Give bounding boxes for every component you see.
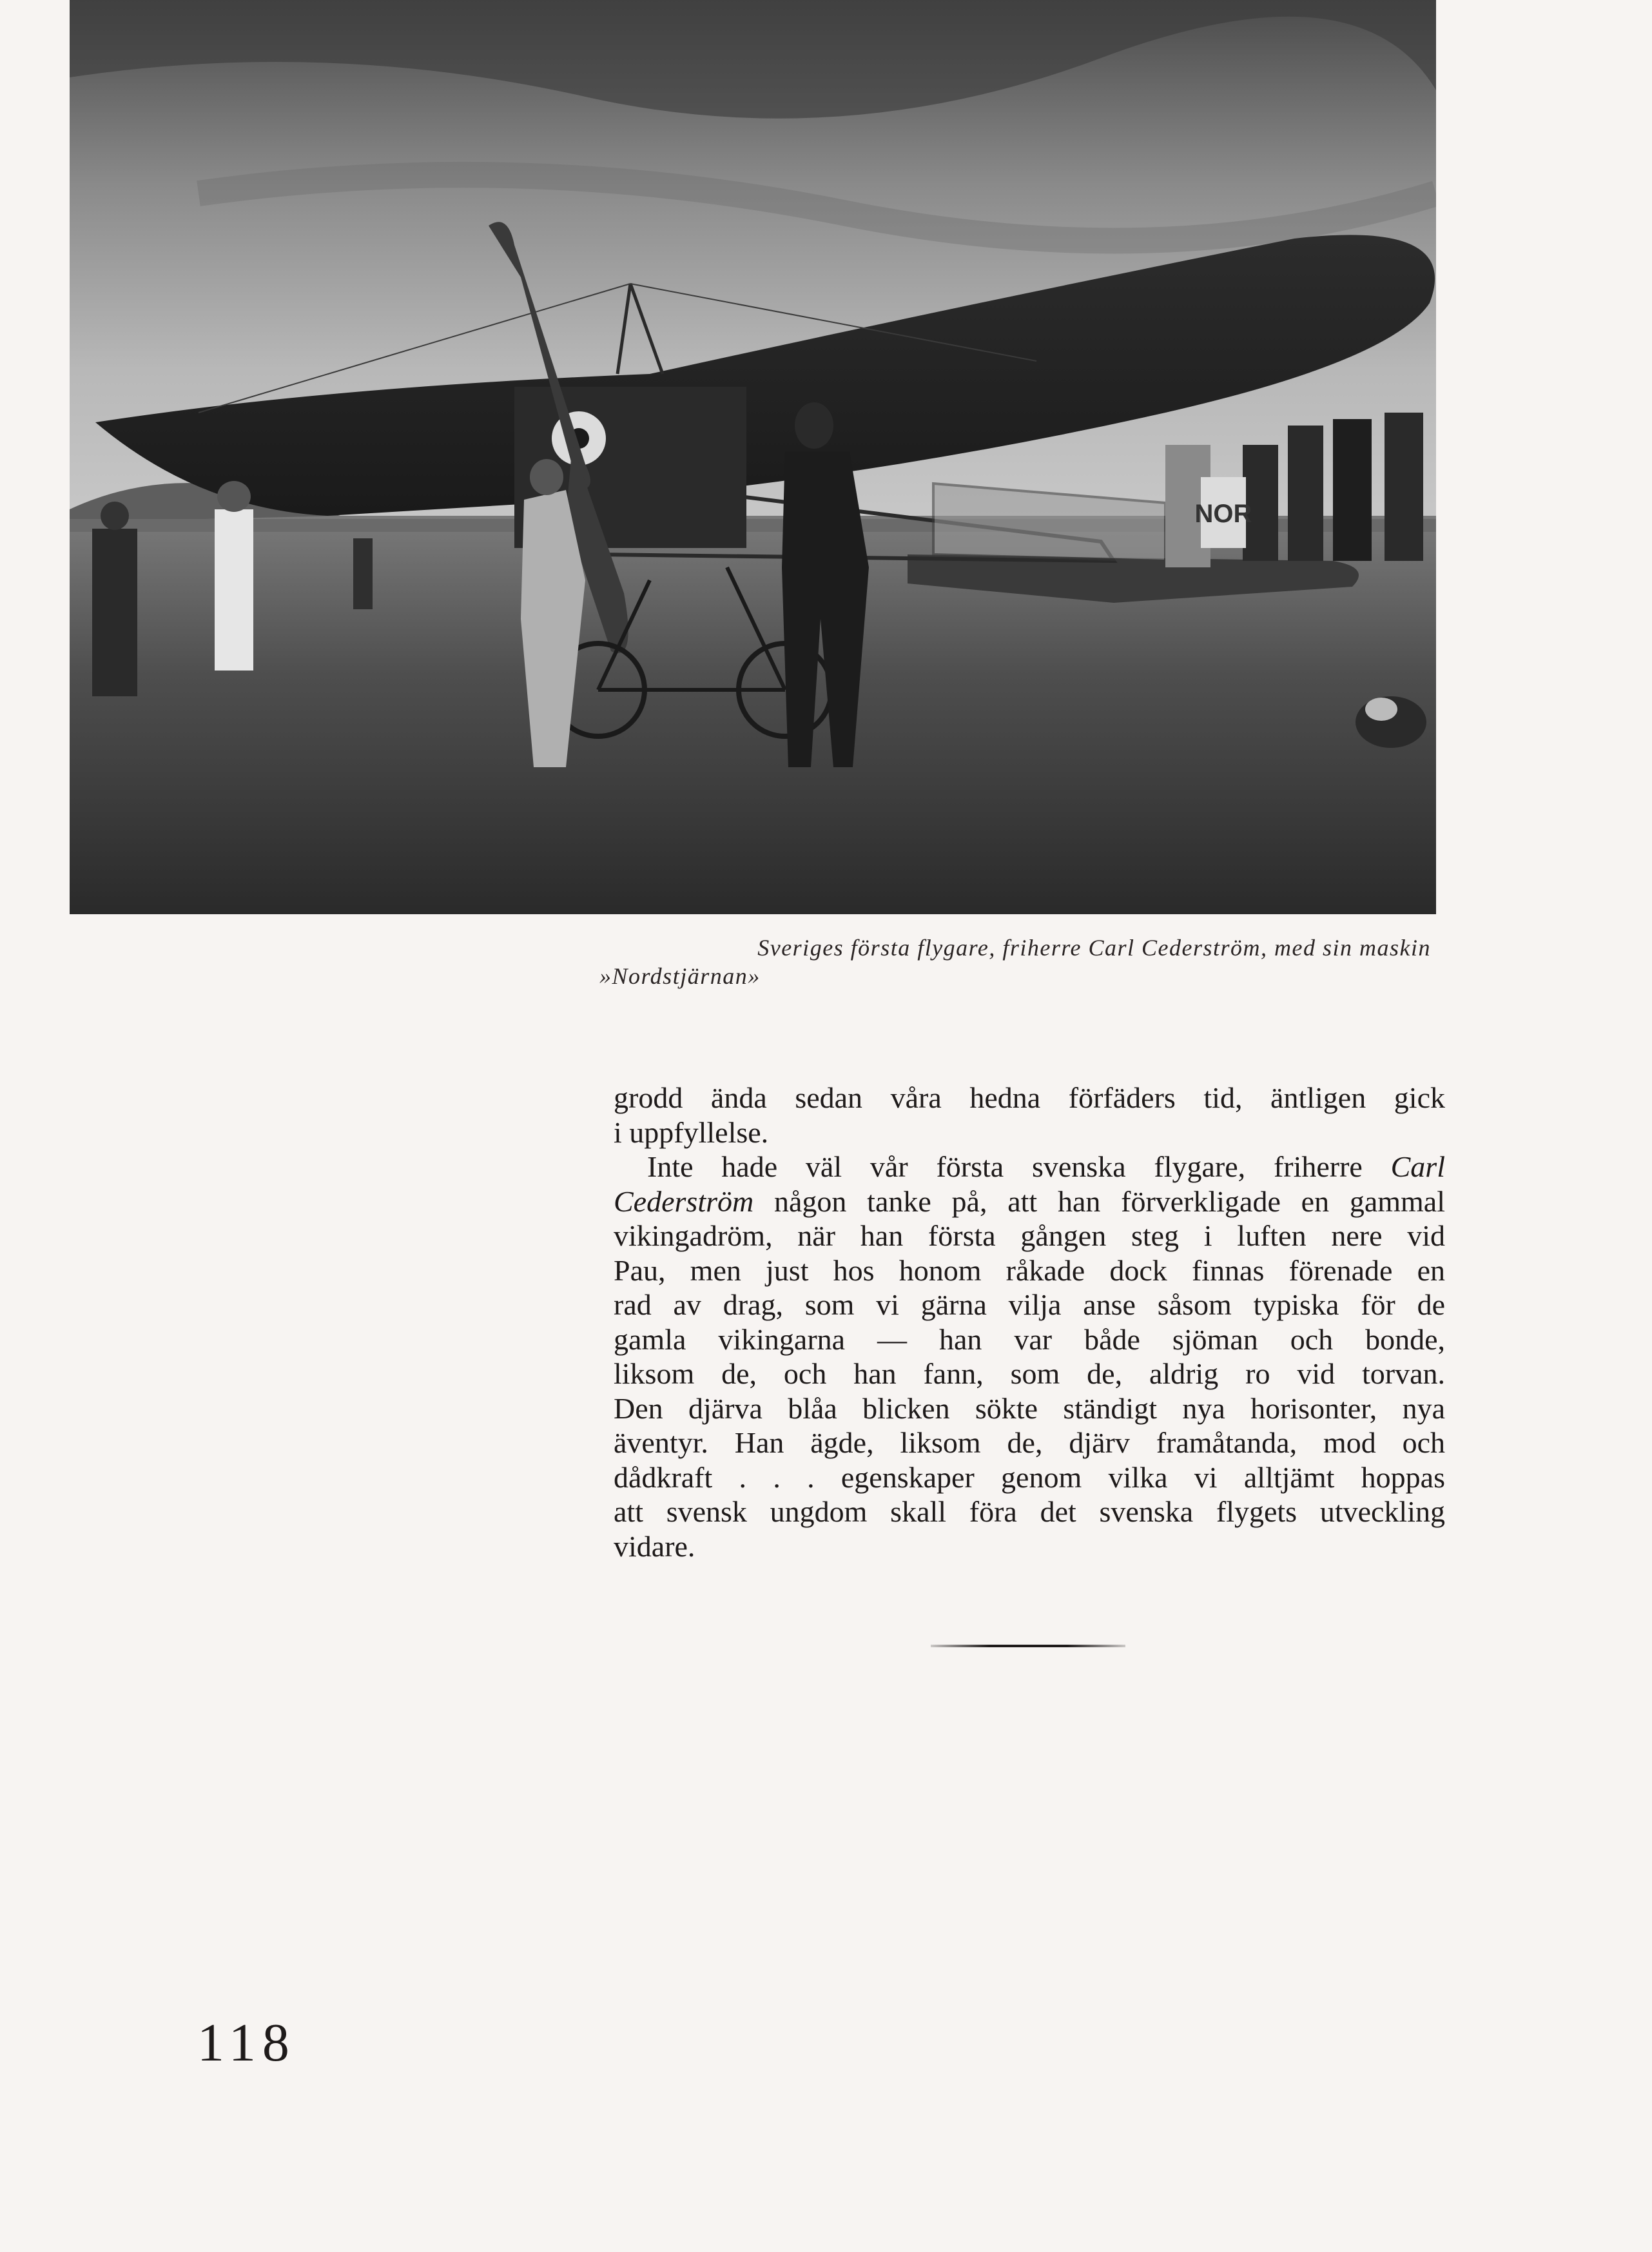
text-span: Inte hade väl vår första svenska flygare, friherre xyxy=(647,1150,1391,1183)
text-span: någon tanke på, att han förverkligade en gammal xyxy=(753,1184,1445,1218)
text-line: äventyr. Han ägde, liksom de, djärv framåtanda, mod och xyxy=(614,1426,1445,1459)
caption-line-1: Sveriges första flygare, friherre Carl Cederström, med sin maskin xyxy=(757,935,1431,961)
text-line: att svensk ungdom skall föra det svenska flygets utveckling xyxy=(614,1495,1445,1528)
page-number: 118 xyxy=(197,2013,296,2073)
text-line: gamla vikingarna — han var både sjöman och bonde, xyxy=(614,1322,1445,1356)
airplane-photo xyxy=(70,0,1436,914)
text-line: Pau, men just hos honom råkade dock finnas förenade en xyxy=(614,1253,1445,1287)
text-line: vidare. xyxy=(614,1529,695,1563)
plane-marking: NOR xyxy=(1194,500,1252,528)
section-divider xyxy=(931,1645,1125,1647)
name-italic: Cederström xyxy=(614,1184,754,1218)
name-italic: Carl xyxy=(1390,1150,1445,1183)
body-paragraph xyxy=(614,1081,1445,1563)
photograph xyxy=(70,0,1436,914)
text-line: i uppfyllelse. xyxy=(614,1115,769,1149)
caption-line-2: »Nordstjärnan» xyxy=(599,963,761,989)
text-line xyxy=(614,1150,1445,1184)
text-line: grodd ända sedan våra hedna förfäders tid, äntligen gick xyxy=(614,1081,1445,1114)
text-line: rad av drag, som vi gärna vilja anse såsom typiska för de xyxy=(614,1288,1445,1321)
text-line: dådkraft . . . egenskaper genom vilka vi alltjämt hoppas xyxy=(614,1460,1445,1494)
text-line: vikingadröm, när han första gången steg i luften nere vid xyxy=(614,1219,1445,1252)
text-line: Den djärva blåa blicken sökte ständigt nya horisonter, nya xyxy=(614,1391,1445,1425)
text-line: liksom de, och han fann, som de, aldrig ro vid torvan. xyxy=(614,1357,1445,1390)
photo-caption xyxy=(580,934,1431,990)
text-line xyxy=(614,1184,1445,1219)
